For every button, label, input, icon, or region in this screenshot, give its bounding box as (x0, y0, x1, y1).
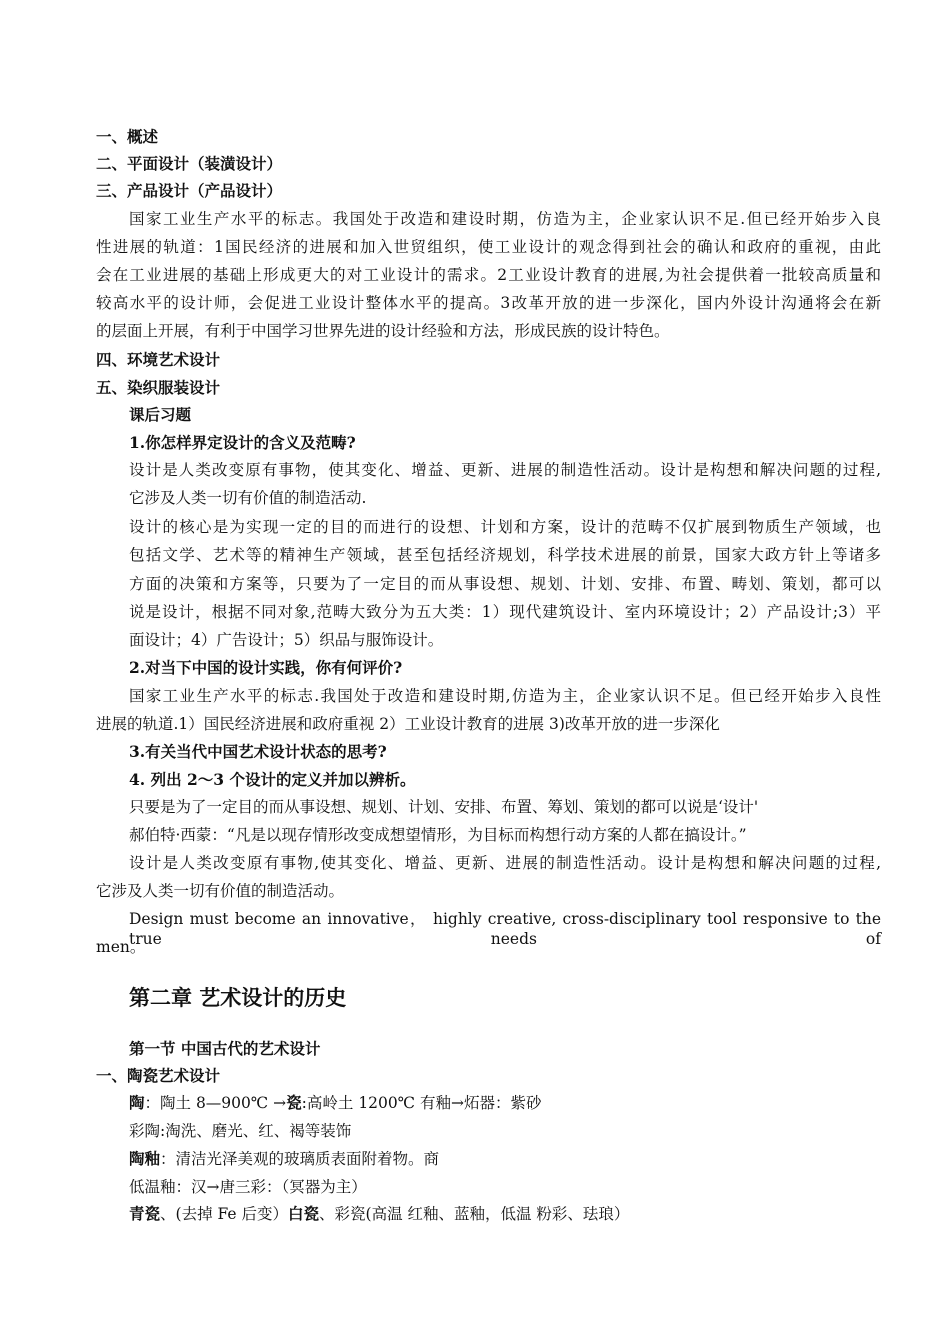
term-pottery: 陶 (129, 1093, 145, 1112)
porcelain-desc: :高岭土 1200℃ 有釉→炻器：紫砂 (301, 1094, 542, 1112)
heading-environment-design: 四、环境艺术设计 (96, 350, 221, 369)
question-3: 3.有关当代中国艺术设计状态的思考? (129, 742, 387, 761)
chapter-title: 第二章 艺术设计的历史 (129, 985, 347, 1010)
paragraph-line: 性进展的轨道：1国民经济的进展和加入世贸组织，使工业设计的观念得到社会的确认和政府的重视，由此 (96, 238, 881, 256)
answer-line: 面设计；4）广告设计；5）织品与服饰设计。 (129, 631, 444, 649)
answer-line: 国家工业生产水平的标志.我国处于改造和建设时期,仿造为主，企业家认识不足。但已经开始步入良性 (129, 687, 881, 705)
paragraph-line: 较高水平的设计师，会促进工业设计整体水平的提高。3改革开放的进一步深化，国内外设计沟通将会在新 (96, 294, 881, 312)
term-porcelain: 瓷 (286, 1093, 302, 1112)
english-definition-line: Design must become an innovative， highly creative, cross-disciplinary tool responsive to the true needs of (129, 910, 881, 948)
glaze-desc: ：清洁光泽美观的玻璃质表面附着物。商 (160, 1150, 440, 1168)
answer-line: 它涉及人类一切有价值的制造活动. (129, 489, 367, 507)
section-title: 第一节 中国古代的艺术设计 (129, 1039, 321, 1058)
paragraph-line: 的层面上开展，有利于中国学习世界先进的设计经验和方法，形成民族的设计特色。 (96, 322, 670, 340)
term-white-porcelain: 白瓷 (288, 1204, 320, 1223)
low-glaze-line: 低温釉：汉→唐三彩：（冥器为主） (129, 1178, 367, 1196)
term-celadon: 青瓷 (129, 1204, 161, 1223)
answer-line: 包括文学、艺术等的精神生产领域，甚至包括经济规划，科学技术进展的前景，国家大政方针上等诸多 (129, 546, 881, 564)
pottery-line (129, 1093, 542, 1113)
answer-line: 只要是为了一定目的而从事设想、规划、计划、安排、布置、筹划、策划的都可以说是‘设计' (129, 798, 759, 816)
term-glaze: 陶釉 (129, 1149, 161, 1168)
heading-product-design: 三、产品设计（产品设计） (96, 181, 283, 200)
english-definition-line: men。 (96, 938, 146, 956)
answer-line: 设计是人类改变原有事物，使其变化、增益、更新、进展的制造性活动。设计是构想和解决问题的过程, (129, 461, 881, 479)
glaze-line (129, 1149, 439, 1169)
quote-line: 郝伯特·西蒙：“凡是以现存情形改变成想望情形，为目标而构想行动方案的人都在搞设计。” (129, 826, 747, 844)
exercises-title: 课后习题 (129, 405, 192, 424)
colored-porcelain-desc: 、彩瓷(高温 红釉、蓝釉，低温 粉彩、珐琅） (319, 1205, 630, 1223)
question-2: 2.对当下中国的设计实践，你有何评价? (129, 658, 403, 677)
heading-textile-design: 五、染织服装设计 (96, 378, 221, 397)
porcelain-types-line (129, 1204, 629, 1224)
answer-line: 它涉及人类一切有价值的制造活动。 (96, 882, 345, 900)
answer-line: 说是设计，根据不同对象,范畴大致分为五大类：1）现代建筑设计、室内环境设计；2）产品设计;3）平 (129, 603, 881, 621)
question-4: 4. 列出 2～3 个设计的定义并加以辨析。 (129, 770, 416, 789)
answer-line: 方面的决策和方案等，只要为了一定目的而从事设想、规划、计划、安排、布置、畴划、策划，都可以 (129, 575, 881, 593)
question-1: 1.你怎样界定设计的含义及范畴? (129, 433, 356, 452)
heading-graphic-design: 二、平面设计（装潢设计） (96, 154, 283, 173)
pottery-desc: ：陶土 8—900℃ → (144, 1094, 287, 1112)
paragraph-line: 国家工业生产水平的标志。我国处于改造和建设时期，仿造为主，企业家认识不足.但已经开始步入良 (129, 210, 881, 228)
subsection-title: 一、陶瓷艺术设计 (96, 1066, 221, 1085)
answer-line: 设计是人类改变原有事物,使其变化、增益、更新、进展的制造性活动。设计是构想和解决问题的过程, (129, 854, 881, 872)
paragraph-line: 会在工业进展的基础上形成更大的对工业设计的需求。2工业设计教育的进展,为社会提供着一批较高质量和 (96, 266, 881, 284)
answer-line: 设计的核心是为实现一定的目的而进行的设想、计划和方案，设计的范畴不仅扩展到物质生产领域，也 (129, 518, 881, 536)
answer-line: 进展的轨道.1）国民经济进展和政府重视 2）工业设计教育的进展 3)改革开放的进一步深化 (96, 715, 720, 733)
heading-overview: 一、概述 (96, 127, 159, 146)
celadon-desc: 、(去掉 Fe 后变） (160, 1205, 288, 1223)
painted-pottery-line: 彩陶:淘洗、磨光、红、褐等装饰 (129, 1122, 352, 1140)
